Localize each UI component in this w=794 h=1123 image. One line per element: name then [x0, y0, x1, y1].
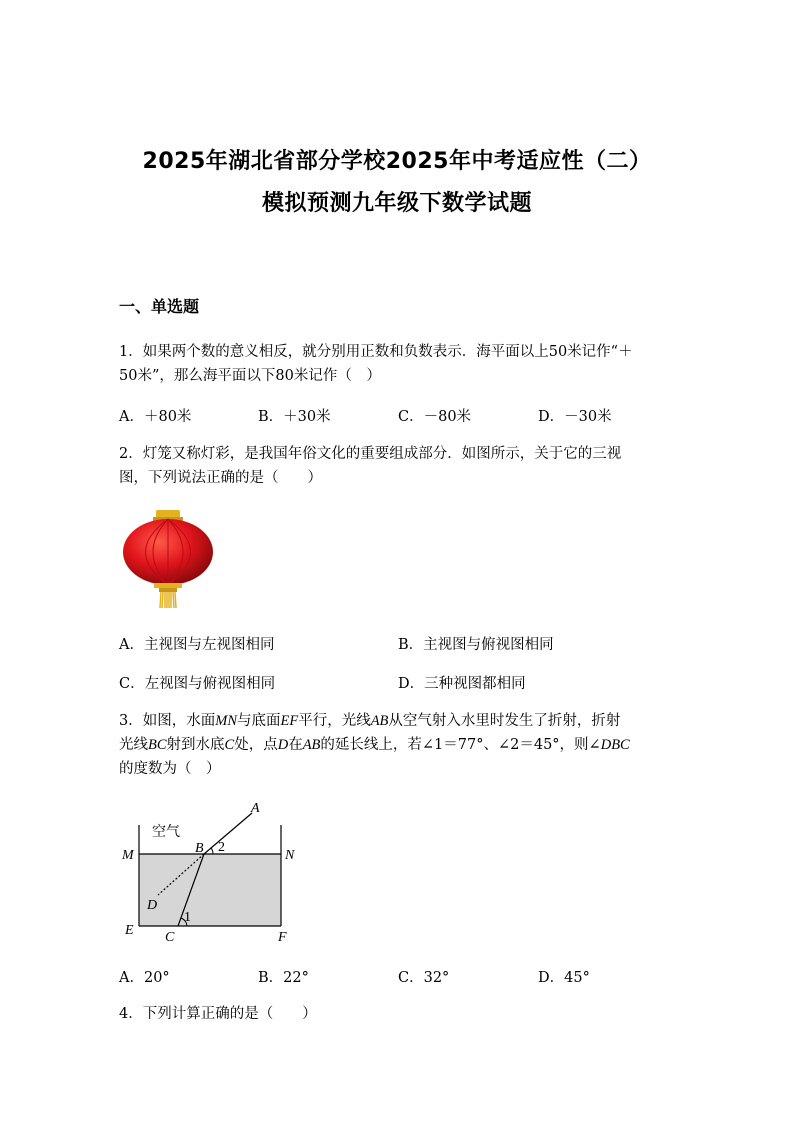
q3-line3: 的度数为（ ）	[119, 761, 221, 777]
q1-option-d: D．－30米	[538, 409, 612, 425]
label-d: D	[147, 898, 158, 913]
q2-option-a: A．主视图与左视图相同	[119, 637, 275, 653]
label-n: N	[285, 848, 295, 863]
angle-2-arc	[211, 848, 213, 854]
label-m: M	[122, 848, 134, 863]
label-1: 1	[184, 910, 191, 925]
document-title-line1: 2025年湖北省部分学校2025年中考适应性（二）	[142, 149, 652, 174]
q1-option-a: A．＋80米	[119, 409, 192, 425]
q1-line1: 1．如果两个数的意义相反，就分别用正数和负数表示．海平面以上50米记作“＋	[119, 344, 633, 360]
lantern-top-cap	[156, 510, 180, 518]
q3-option-b: B．22°	[258, 970, 309, 986]
q4-line1: 4．下列计算正确的是（ ）	[119, 1006, 317, 1022]
q2-option-d: D．三种视图都相同	[398, 676, 526, 692]
q2-line2: 图，下列说法正确的是（ ）	[119, 470, 322, 486]
label-b: B	[195, 841, 204, 856]
q3-line1: 3．如图，水面MN与底面EF平行，光线AB从空气射入水里时发生了折射，折射	[119, 713, 621, 729]
q3-option-c: C．32°	[398, 970, 450, 986]
label-e: E	[125, 923, 134, 938]
air-label: 空气	[152, 824, 180, 840]
q1-option-b: B．＋30米	[258, 409, 331, 425]
q1-line2: 50米”，那么海平面以下80米记作（ ）	[119, 368, 381, 384]
section-heading: 一、单选题	[119, 297, 200, 316]
lantern-image	[118, 508, 218, 610]
q3-line2: 光线BC射到水底C处，点D在AB的延长线上，若∠1＝77°、∠2＝45°，则∠DBC	[119, 737, 630, 753]
q3-option-a: A．20°	[119, 970, 170, 986]
lantern-tassel	[160, 592, 176, 608]
q2-option-c: C．左视图与俯视图相同	[119, 676, 276, 692]
q2-option-b: B．主视图与俯视图相同	[398, 637, 554, 653]
refraction-figure	[110, 795, 310, 950]
q2-line1: 2．灯笼又称灯彩，是我国年俗文化的重要组成部分．如图所示，关于它的三视	[119, 446, 622, 462]
q3-option-d: D．45°	[538, 970, 590, 986]
label-c: C	[165, 930, 175, 945]
label-2: 2	[218, 840, 225, 855]
water-area	[139, 854, 281, 926]
q1-option-c: C．－80米	[398, 409, 472, 425]
lantern-bottom-cap	[154, 583, 182, 588]
document-title-line2: 模拟预测九年级下数学试题	[261, 191, 532, 216]
label-f: F	[278, 930, 287, 945]
label-a: A	[251, 801, 260, 816]
